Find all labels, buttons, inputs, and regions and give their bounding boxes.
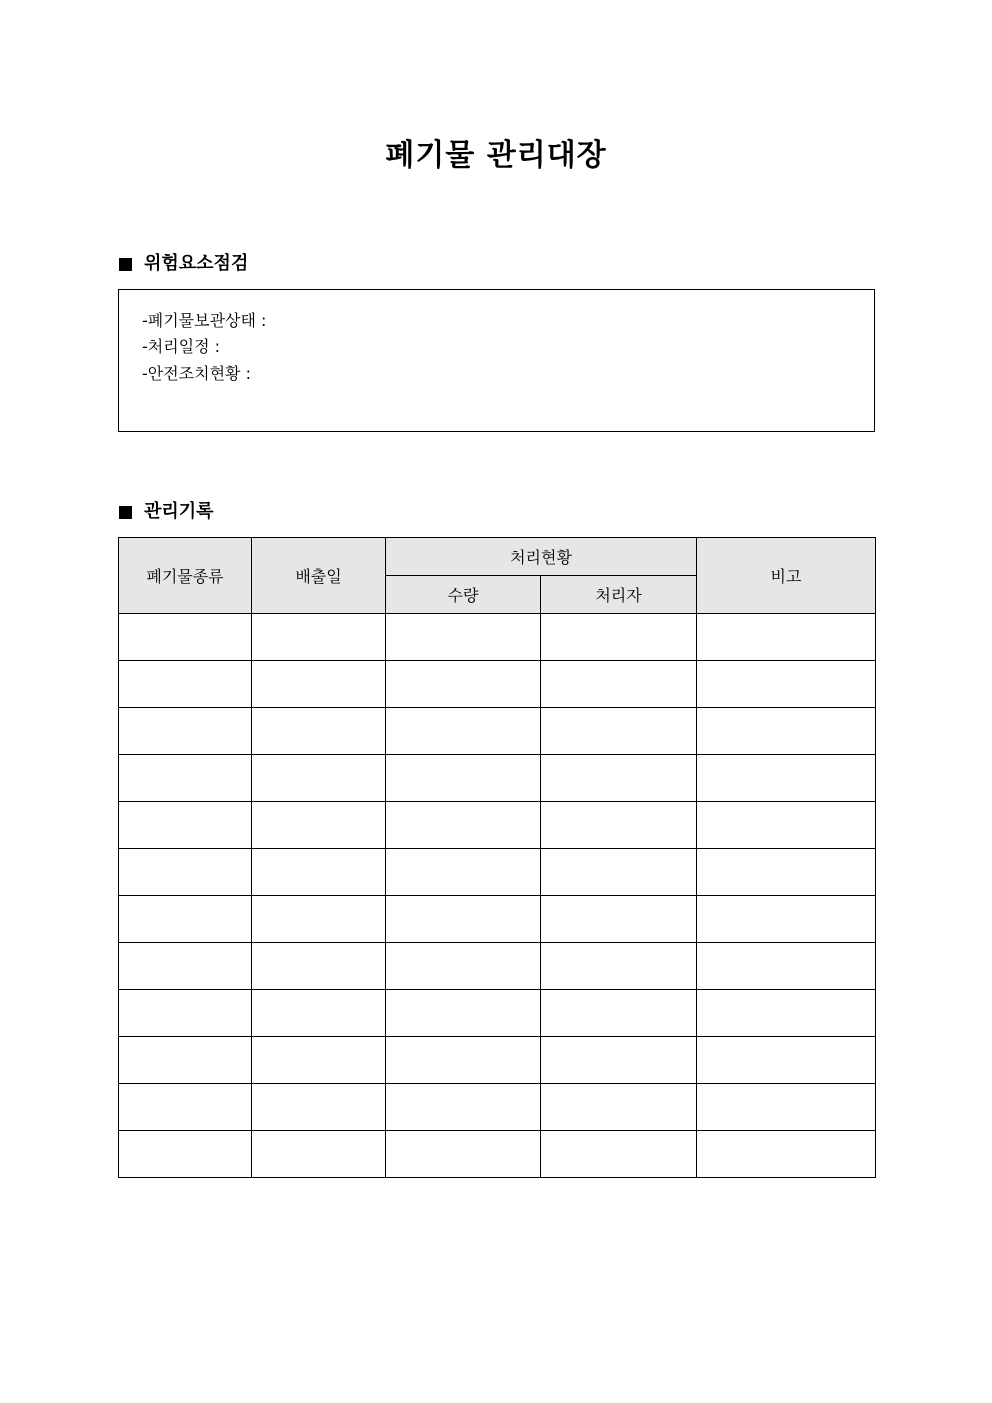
- cell-discharge-date[interactable]: [252, 1084, 386, 1131]
- cell-discharge-date[interactable]: [252, 614, 386, 661]
- cell-waste-type[interactable]: [119, 896, 252, 943]
- cell-processor[interactable]: [541, 990, 697, 1037]
- cell-quantity[interactable]: [386, 708, 541, 755]
- cell-remarks[interactable]: [697, 802, 876, 849]
- page-title: 폐기물 관리대장: [385, 138, 607, 173]
- cell-quantity[interactable]: [386, 661, 541, 708]
- table-row: [119, 661, 876, 708]
- cell-remarks[interactable]: [697, 1131, 876, 1178]
- records-table: [118, 537, 876, 1178]
- cell-waste-type[interactable]: [119, 755, 252, 802]
- cell-processor[interactable]: [541, 614, 697, 661]
- cell-processor[interactable]: [541, 943, 697, 990]
- table-row: [119, 849, 876, 896]
- section-heading-label: 관리기록: [144, 501, 214, 522]
- square-bullet-icon: [119, 506, 132, 519]
- cell-remarks[interactable]: [697, 661, 876, 708]
- cell-waste-type[interactable]: [119, 1084, 252, 1131]
- cell-waste-type[interactable]: [119, 802, 252, 849]
- cell-quantity[interactable]: [386, 614, 541, 661]
- cell-remarks[interactable]: [697, 1037, 876, 1084]
- cell-processor[interactable]: [541, 1084, 697, 1131]
- table-row: [119, 990, 876, 1037]
- cell-processor[interactable]: [541, 755, 697, 802]
- table-row: [119, 614, 876, 661]
- cell-remarks[interactable]: [697, 943, 876, 990]
- cell-remarks[interactable]: [697, 849, 876, 896]
- cell-waste-type[interactable]: [119, 614, 252, 661]
- cell-remarks[interactable]: [697, 1084, 876, 1131]
- cell-quantity[interactable]: [386, 1084, 541, 1131]
- header-quantity: 수량: [386, 576, 541, 614]
- cell-quantity[interactable]: [386, 1037, 541, 1084]
- cell-quantity[interactable]: [386, 990, 541, 1037]
- cell-processor[interactable]: [541, 661, 697, 708]
- cell-quantity[interactable]: [386, 802, 541, 849]
- square-bullet-icon: [119, 258, 132, 271]
- cell-discharge-date[interactable]: [252, 896, 386, 943]
- cell-quantity[interactable]: [386, 849, 541, 896]
- table-row: [119, 1037, 876, 1084]
- cell-remarks[interactable]: [697, 990, 876, 1037]
- cell-quantity[interactable]: [386, 943, 541, 990]
- table-row: [119, 802, 876, 849]
- cell-discharge-date[interactable]: [252, 755, 386, 802]
- cell-quantity[interactable]: [386, 896, 541, 943]
- cell-waste-type[interactable]: [119, 1037, 252, 1084]
- records-body: [119, 614, 876, 1178]
- cell-waste-type[interactable]: [119, 661, 252, 708]
- cell-discharge-date[interactable]: [252, 1037, 386, 1084]
- cell-processor[interactable]: [541, 708, 697, 755]
- cell-waste-type[interactable]: [119, 943, 252, 990]
- cell-processor[interactable]: [541, 1131, 697, 1178]
- table-row: [119, 1131, 876, 1178]
- header-processing-status: 처리현황: [386, 538, 697, 576]
- cell-waste-type[interactable]: [119, 1131, 252, 1178]
- cell-waste-type[interactable]: [119, 990, 252, 1037]
- section-heading-label: 위험요소점검: [144, 253, 249, 274]
- header-waste-type: 폐기물종류: [119, 538, 252, 614]
- table-row: [119, 755, 876, 802]
- cell-quantity[interactable]: [386, 755, 541, 802]
- cell-quantity[interactable]: [386, 1131, 541, 1178]
- cell-waste-type[interactable]: [119, 849, 252, 896]
- cell-discharge-date[interactable]: [252, 708, 386, 755]
- cell-remarks[interactable]: [697, 708, 876, 755]
- cell-discharge-date[interactable]: [252, 802, 386, 849]
- table-row: [119, 896, 876, 943]
- section-heading-inspection: [119, 252, 248, 276]
- inspection-storage-status[interactable]: -폐기물보관상태 :: [142, 311, 267, 330]
- cell-remarks[interactable]: [697, 614, 876, 661]
- section-heading-records: [119, 500, 214, 524]
- header-processor: 처리자: [541, 576, 697, 614]
- cell-remarks[interactable]: [697, 755, 876, 802]
- cell-processor[interactable]: [541, 802, 697, 849]
- cell-processor[interactable]: [541, 896, 697, 943]
- inspection-box: [118, 289, 875, 432]
- table-row: [119, 1084, 876, 1131]
- table-row: [119, 943, 876, 990]
- table-row: [119, 708, 876, 755]
- cell-processor[interactable]: [541, 849, 697, 896]
- cell-discharge-date[interactable]: [252, 661, 386, 708]
- header-discharge-date: 배출일: [252, 538, 386, 614]
- inspection-schedule[interactable]: -처리일정 :: [142, 337, 221, 356]
- cell-remarks[interactable]: [697, 896, 876, 943]
- cell-processor[interactable]: [541, 1037, 697, 1084]
- header-remarks: 비고: [697, 538, 876, 614]
- inspection-safety-measures[interactable]: -안전조치현황 :: [142, 364, 251, 383]
- cell-discharge-date[interactable]: [252, 990, 386, 1037]
- cell-discharge-date[interactable]: [252, 1131, 386, 1178]
- cell-waste-type[interactable]: [119, 708, 252, 755]
- cell-discharge-date[interactable]: [252, 849, 386, 896]
- cell-discharge-date[interactable]: [252, 943, 386, 990]
